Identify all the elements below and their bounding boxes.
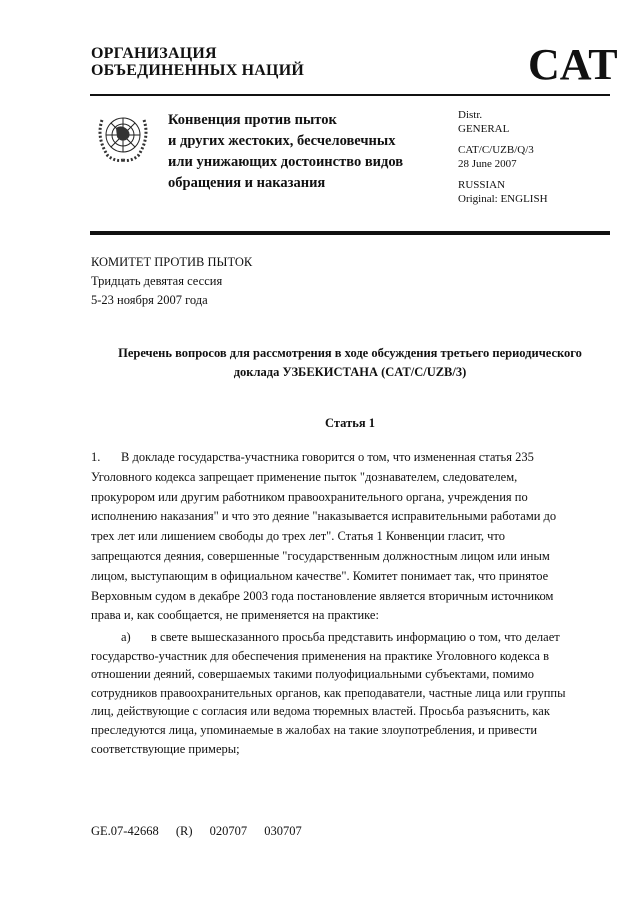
paragraph-line: Уголовного кодекса запрещает применение пыток "дознавателем, следователем, [91, 469, 518, 484]
committee-info [91, 253, 252, 310]
paragraph-line: Верховным судом в декабре 2003 года постановление является вторичным источником [91, 588, 554, 603]
paragraph-line: трех лет или лишением свободы до трех лет". Статья 1 Конвенции гласит, что [91, 529, 505, 544]
document-symbol: CAT/C/UZB/Q/3 [458, 144, 534, 156]
paragraph-line: преследуются лица, упоминаемые в жалобах на такие злоупотребления, и привести [91, 722, 538, 737]
document-date: 28 June 2007 [458, 158, 517, 170]
paragraph-line: государство-участник для обеспечения применения на практике Уголовного кодекса в [91, 648, 550, 663]
document-title [60, 344, 640, 382]
paragraph-line: соответствующие примеры; [91, 741, 240, 756]
title-line: доклада УЗБЕКИСТАНА (CAT/C/UZB/3) [233, 365, 467, 379]
paragraph-line: отношении деяний, совершаемых такими полуофициальными субъектами, помимо [91, 667, 534, 682]
document-series-symbol: CAT [528, 40, 618, 89]
line-text: В докладе государства-участника говорится о том, что измененная статья 235 [121, 450, 534, 464]
un-emblem-icon [94, 108, 152, 164]
paragraph-line: исполнению наказания" и что это деяние "наказывается исправительными работами до [91, 509, 557, 524]
footer-date-2: 030707 [264, 824, 302, 838]
footer [91, 824, 316, 839]
convention-line: Конвенция против пыток [168, 112, 337, 128]
document-language: RUSSIAN [458, 179, 506, 191]
divider-thick [90, 231, 610, 235]
divider-thin [90, 94, 610, 96]
org-line-2: ОБЪЕДИНЕННЫХ НАЦИЙ [91, 62, 304, 79]
footer-code: GE.07-42668 [91, 824, 159, 838]
paragraph-line [91, 628, 565, 647]
session-dates: 5-23 ноября 2007 года [91, 293, 208, 307]
convention-line: и других жестоких, бесчеловечных [168, 133, 396, 149]
paragraph-line: лицом, выступающим в официальном качестве". Комитет понимает так, что принятое [91, 568, 549, 583]
original-language: Original: ENGLISH [458, 193, 548, 205]
paragraph-line [91, 448, 556, 468]
paragraph-line: права и, как сообщается, не применяется на практике: [91, 608, 379, 623]
paragraph-line: запрещаются деяния, совершенные "государственным должностным лицом или иным [91, 548, 550, 563]
footer-date-1: 020707 [209, 824, 248, 838]
paragraph-line: сотрудников правоохранительных органов, как преподаватели, частные лица или группы [91, 685, 566, 700]
org-line-1: ОРГАНИЗАЦИЯ [91, 45, 217, 62]
line-text: в свете вышесказанного просьба представить информацию о том, что делает [151, 630, 560, 644]
convention-line: обращения и наказания [168, 175, 326, 191]
convention-title [168, 110, 403, 194]
paragraph-line: лиц, действующие с согласия или ведома тюремных властей. Просьба разъяснить, как [91, 704, 550, 719]
paragraph-1 [91, 448, 556, 626]
footer-language: (R) [175, 824, 193, 838]
paragraph-a [91, 628, 565, 758]
paragraph-line: прокурором или другим работником правоохранительного органа, учреждения по [91, 489, 528, 504]
session: Тридцать девятая сессия [91, 274, 223, 288]
paragraph-number: 1. [91, 450, 101, 464]
document-metadata [458, 108, 548, 206]
distribution-label: Distr. [458, 109, 483, 121]
convention-line: или унижающих достоинство видов [168, 154, 404, 170]
distribution-value: GENERAL [458, 123, 510, 135]
committee-name: КОМИТЕТ ПРОТИВ ПЫТОК [91, 255, 253, 269]
article-heading: Статья 1 [325, 416, 375, 430]
item-label: a) [121, 630, 131, 644]
title-line: Перечень вопросов для рассмотрения в ходе обсуждения третьего периодического [118, 346, 582, 360]
organization-name [91, 45, 304, 79]
